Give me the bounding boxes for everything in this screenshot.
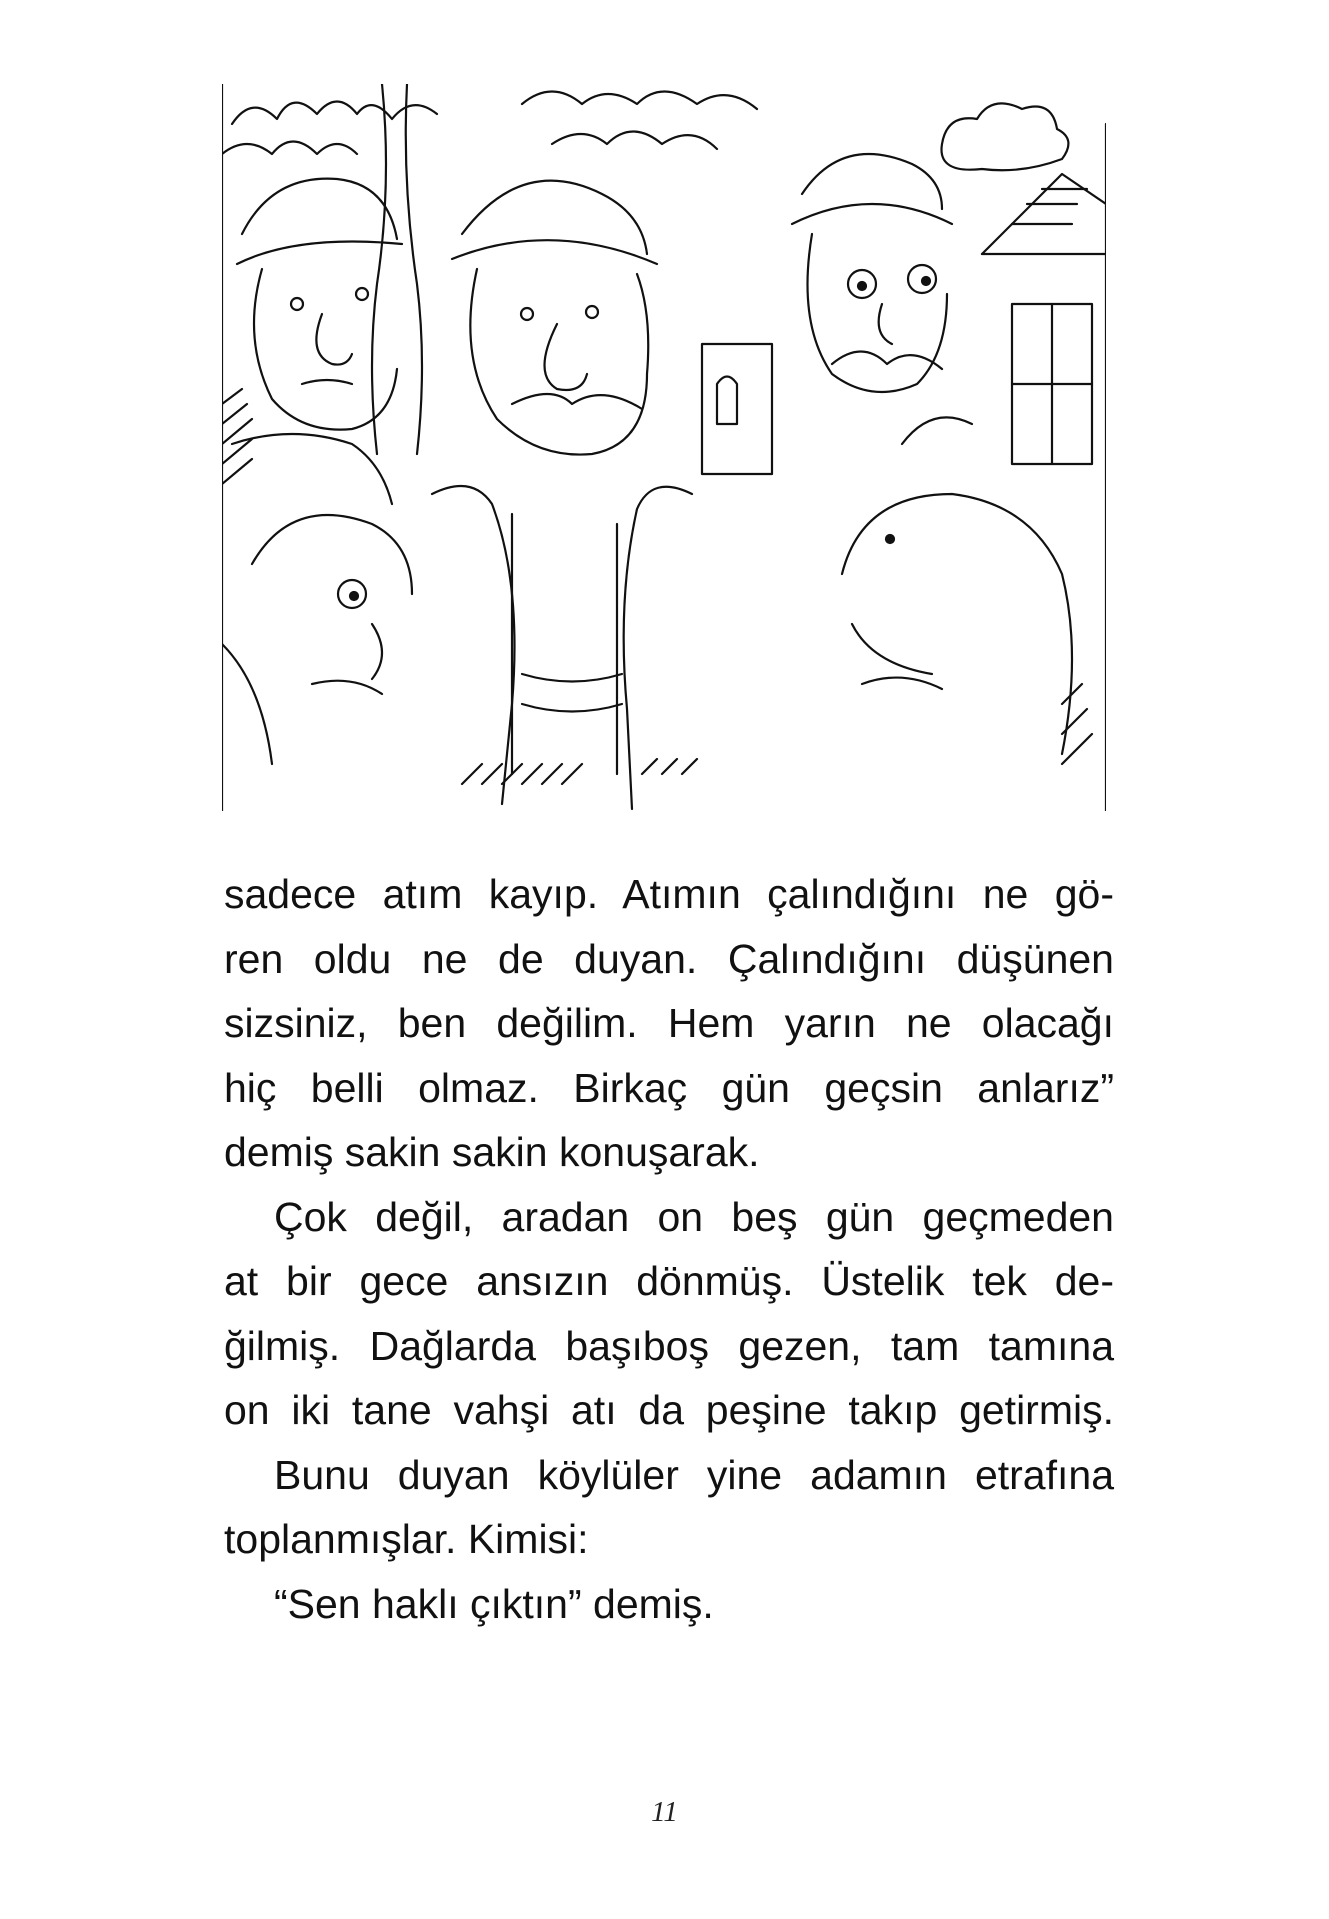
text-line: demiş sakin sakin konuşarak. bbox=[224, 1129, 760, 1175]
text-line: toplanmışlar. Kimisi: bbox=[224, 1516, 589, 1562]
page-number: 11 bbox=[651, 1796, 678, 1828]
text-line: ren oldu ne de duyan. Çalındığını düşünen bbox=[224, 935, 1114, 982]
villagers-illustration bbox=[222, 84, 1106, 811]
story-text bbox=[224, 862, 1114, 1636]
text-line: on iki tane vahşi atı da peşine takıp getirmiş. bbox=[224, 1387, 1114, 1433]
text-line: sizsiniz, ben değilim. Hem yarın ne olacağı bbox=[224, 1000, 1114, 1046]
text-line: ğilmiş. Dağlarda başıboş gezen, tam tamına bbox=[224, 1322, 1114, 1369]
text-line: “Sen haklı çıktın” demiş. bbox=[274, 1580, 714, 1627]
text-line: Bunu duyan köylüler yine adamın etrafına bbox=[274, 1451, 1114, 1498]
text-line: hiç belli olmaz. Birkaç gün geçsin anlarız” bbox=[224, 1064, 1114, 1111]
villagers-illustration-icon bbox=[222, 84, 1106, 811]
text-line: sadece atım kayıp. Atımın çalındığını ne gö- bbox=[224, 871, 1114, 917]
text-line: at bir gece ansızın dönmüş. Üstelik tek de- bbox=[224, 1258, 1114, 1304]
text-line: Çok değil, aradan on beş gün geçmeden bbox=[274, 1193, 1114, 1240]
